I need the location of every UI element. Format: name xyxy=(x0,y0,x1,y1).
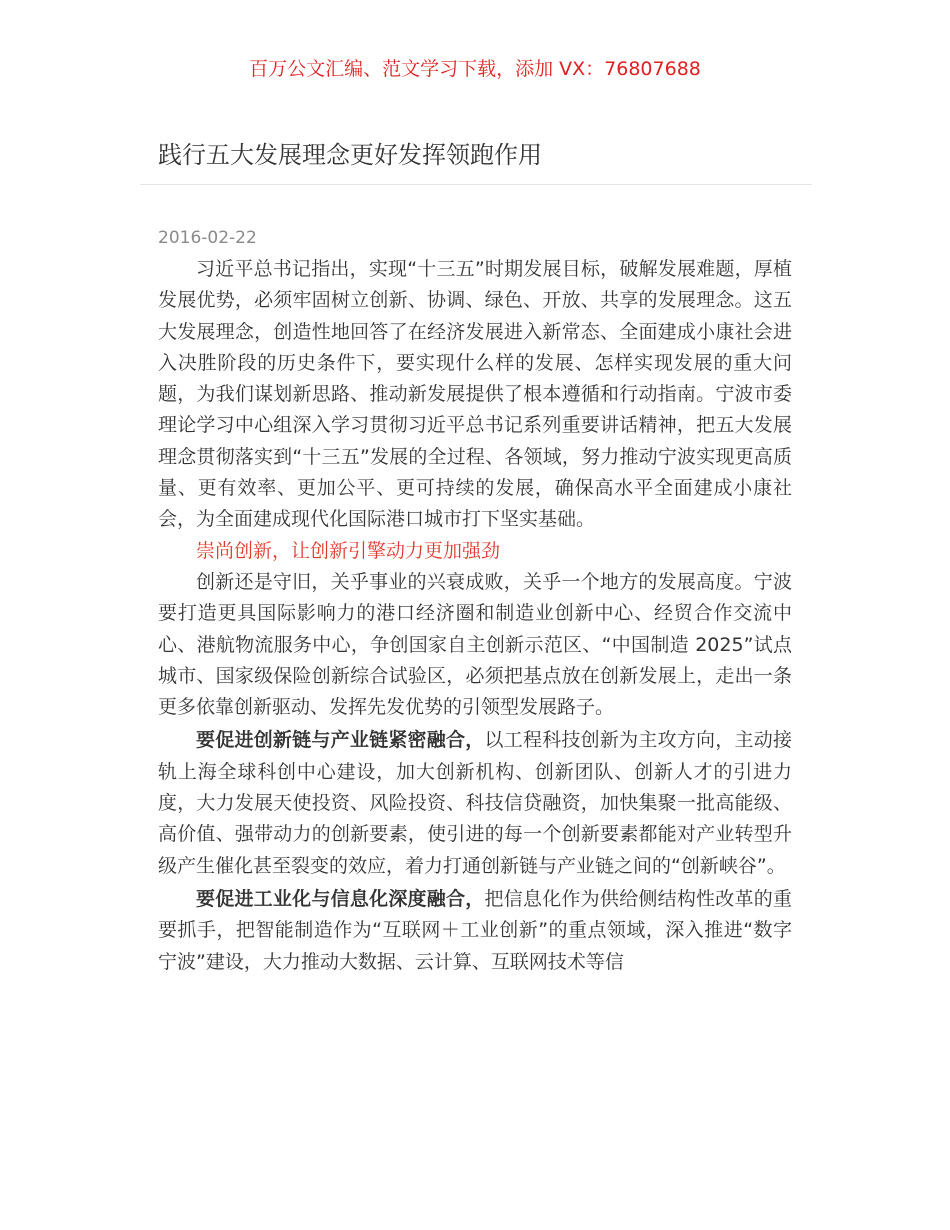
article-body xyxy=(158,254,792,978)
promo-banner: 百万公文汇编、范文学习下载，添加 VX：76807688 xyxy=(249,58,701,80)
body-paragraph xyxy=(158,725,792,881)
publish-date: 2016-02-22 xyxy=(158,228,257,248)
body-paragraph: 创新还是守旧，关乎事业的兴衰成败，关乎一个地方的发展高度。宁波要打造更具国际影响力的港口经济圈和制造业创新中心、经贸合作交流中心、港航物流服务中心，争创国家自主创新示范区、“中国制造 2025”试点城市、国家级保险创新综合试验区，必须把基点放在创新发展上，走出一条更多依靠创新驱动、发挥先发优势的引领型发展路子。 xyxy=(158,570,792,719)
paragraph-lead: 要促进创新链与产业链紧密融合， xyxy=(196,729,485,752)
body-paragraph xyxy=(158,884,792,978)
intro-paragraph: 习近平总书记指出，实现“十三五”时期发展目标，破解发展难题，厚植发展优势，必须牢固树立创新、协调、绿色、开放、共享的发展理念。这五大发展理念，创造性地回答了在经济发展进入新常态、全面建成小康社会进入决胜阶段的历史条件下，要实现什么样的发展、怎样实现发展的重大问题，为我们谋划新思路、推动新发展提供了根本遵循和行动指南。宁波市委理论学习中心组深入学习贯彻习近平总书记系列重要讲话精神，把五大发展理念贯彻落实到“十三五”发展的全过程、各领域，努力推动宁波实现更高质量、更有效率、更加公平、更可持续的发展，确保高水平全面建成小康社会，为全面建成现代化国际港口城市打下坚实基础。 xyxy=(158,258,792,531)
paragraph-text: 把信息化作为供给侧结构性改革的重要抓手，把智能制造作为“互联网＋工业创新”的重点领域，深入推进“数字宁波”建设，大力推动大数据、云计算、互联网技术等信 xyxy=(158,887,792,973)
article-title: 践行五大发展理念更好发挥领跑作用 xyxy=(158,141,542,169)
paragraph-lead: 要促进工业化与信息化深度融合， xyxy=(196,887,485,910)
section-heading: 崇尚创新，让创新引擎动力更加强劲 xyxy=(196,539,501,562)
title-divider xyxy=(140,184,812,185)
paragraph-text: 以工程科技创新为主攻方向，主动接轨上海全球科创中心建设，加大创新机构、创新团队、创新人才的引进力度，大力发展天使投资、风险投资、科技信贷融资，加快集聚一批高能级、高价值、强带动力的创新要素，使引进的每一个创新要素都能对产业转型升级产生催化甚至裂变的效应，着力打通创新链与产业链之间的“创新峡谷”。 xyxy=(158,729,792,877)
